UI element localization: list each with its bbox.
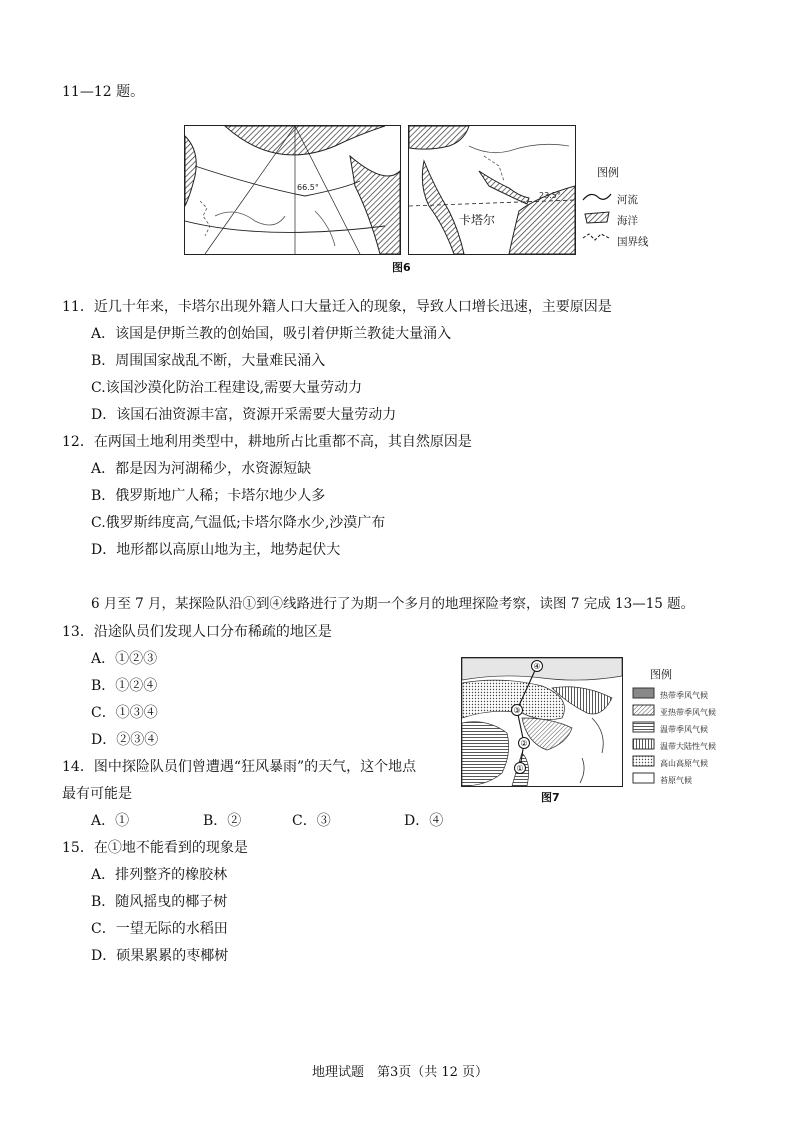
route-marker-4: ④ — [533, 662, 541, 671]
q15-option-a: A．排列整齐的橡胶林 — [91, 867, 228, 883]
swatch-temperate-monsoon — [633, 722, 654, 732]
fig6-legend-symbols — [581, 190, 613, 250]
q11-option-d: D．该国石油资源丰富，资源开采需要大量劳动力 — [91, 407, 397, 423]
river-icon — [583, 194, 611, 200]
swatch-tundra — [633, 773, 654, 783]
q11-option-b: B．周围国家战乱不断，大量难民涌入 — [91, 353, 326, 369]
swatch-subtropical-monsoon — [633, 705, 654, 715]
fig6-legend-border: 国界线 — [617, 236, 649, 248]
swatch-tropical-monsoon — [633, 688, 654, 698]
q13-option-b: B．①②④ — [91, 678, 158, 694]
q13-option-d: D．②③④ — [91, 732, 159, 748]
q11-stem: 11．近几十年来，卡塔尔出现外籍人口大量迁入的现象，导致人口增长迅速，主要原因是 — [62, 299, 612, 315]
route-marker-2: ② — [520, 739, 528, 748]
q13-option-c: C．①③④ — [91, 705, 158, 721]
russia-map-drawing — [185, 126, 400, 254]
swatch-highland — [633, 756, 654, 766]
q12-option-b: B．俄罗斯地广人稀；卡塔尔地少人多 — [91, 488, 326, 504]
intro-13-15: 6 月至 7 月，某探险队沿①到④线路进行了为期一个多月的地理探险考察，读图 7 完成 13—15 题。 — [91, 596, 695, 612]
fig7-legend-item-2: 亚热带季风气候 — [660, 708, 716, 717]
q15-stem: 15．在①地不能看到的现象是 — [62, 840, 248, 856]
q12-option-d: D．地形都以高原山地为主，地势起伏大 — [91, 542, 341, 558]
fig7-legend-title: 图例 — [650, 668, 672, 681]
fig6-caption: 图6 — [392, 261, 411, 274]
q11-option-c: C.该国沙漠化防治工程建设,需要大量劳动力 — [91, 380, 363, 396]
q13-stem: 13．沿途队员们发现人口分布稀疏的地区是 — [62, 624, 332, 640]
q14-option-b: B．② — [203, 813, 242, 829]
fig7-caption: 图7 — [541, 791, 560, 804]
fig7-legend-item-6: 苔原气候 — [660, 776, 692, 785]
country-label-qatar: 卡塔尔 — [459, 213, 496, 227]
latitude-label-23-5: 23.5° — [539, 191, 561, 200]
fig7-legend-item-5: 高山高原气候 — [660, 759, 708, 768]
map-russia — [184, 125, 401, 255]
q12-option-a: A．都是因为河湖稀少，水资源短缺 — [91, 461, 312, 477]
fig7-legend-item-4: 温带大陆性气候 — [660, 742, 716, 751]
intro-11-12: 11—12 题。 — [62, 84, 145, 100]
route-marker-3: ③ — [513, 706, 521, 715]
border-icon — [583, 234, 609, 240]
q11-option-a: A．该国是伊斯兰教的创始国，吸引着伊斯兰教徒大量涌入 — [91, 326, 452, 342]
route-marker-1: ① — [516, 764, 524, 773]
fig7-legend-item-3: 温带季风气候 — [660, 725, 708, 734]
q13-option-a: A．①②③ — [91, 651, 158, 667]
fig7-legend-item-1: 热带季风气候 — [660, 691, 708, 700]
q14-stem-line2: 最有可能是 — [62, 786, 132, 802]
asia-climate-map-drawing — [462, 658, 622, 786]
fig6-legend-title: 图例 — [597, 166, 619, 179]
fig6-legend-river: 河流 — [617, 194, 638, 206]
q12-stem: 12．在两国土地利用类型中，耕地所占比重都不高，其自然原因是 — [62, 434, 472, 450]
q14-stem-line1: 14．图中探险队员们曾遭遇“狂风暴雨”的天气，这个地点 — [62, 759, 417, 775]
q15-option-c: C．一望无际的水稻田 — [91, 921, 228, 937]
q15-option-b: B．随风摇曳的椰子树 — [91, 894, 228, 910]
page-footer: 地理试题 第3页（共 12 页） — [311, 1065, 489, 1080]
fig6-legend-ocean: 海洋 — [617, 215, 638, 227]
q14-option-c: C．③ — [292, 813, 331, 829]
middle-east-map-drawing — [409, 126, 575, 254]
q12-option-c: C.俄罗斯纬度高,气温低;卡塔尔降水少,沙漠广布 — [91, 515, 386, 531]
q14-option-d: D．④ — [404, 813, 444, 829]
map-asia-climate — [461, 657, 623, 787]
swatch-temperate-continental — [633, 739, 654, 749]
ocean-icon — [585, 212, 609, 223]
q15-option-d: D．硕果累累的枣椰树 — [91, 948, 229, 964]
q14-option-a: A．① — [91, 813, 130, 829]
latitude-label-66-5: 66.5° — [297, 183, 319, 192]
fig7-legend-swatches — [632, 686, 656, 794]
map-middle-east — [408, 125, 576, 255]
